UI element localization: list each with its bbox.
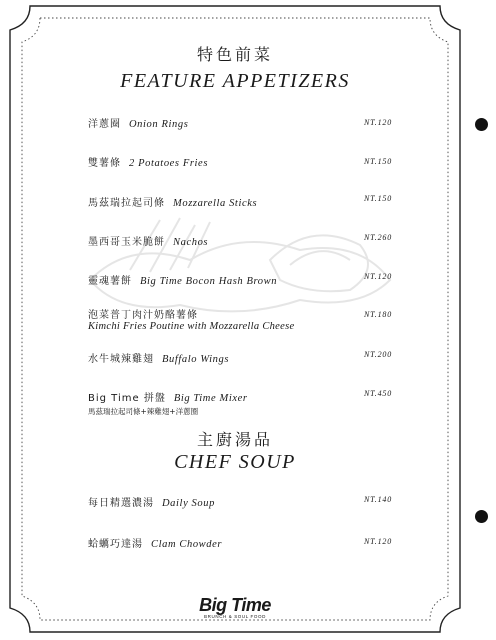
item-name-zh: 蛤蠣巧達湯 — [88, 539, 143, 550]
item-name-en: Big Time Mixer — [173, 393, 248, 404]
big-time-logo — [195, 596, 275, 619]
item-price: NT.120 — [364, 118, 392, 127]
item-price: NT.120 — [364, 272, 392, 281]
item-price: NT.140 — [364, 495, 392, 504]
item-name-zh: 洋蔥圈 — [88, 119, 121, 130]
item-name-zh: Big Time 拼盤 — [88, 393, 166, 404]
item-price: NT.450 — [364, 389, 392, 398]
binder-hole-bottom — [475, 510, 488, 523]
item-price: NT.150 — [364, 194, 392, 203]
item-name-en: Mozzarella Sticks — [173, 198, 258, 209]
binder-hole-top — [475, 118, 488, 131]
item-name-zh: 水牛城辣雞翅 — [88, 354, 154, 365]
item-name-en: Nachos — [173, 237, 209, 248]
section-title-en-appetizers: FEATURE APPETIZERS — [120, 70, 350, 92]
item-name-zh: 雙薯條 — [88, 158, 121, 169]
item-name-zh: 每日精選濃湯 — [88, 498, 154, 509]
item-name-zh: 墨西哥玉米脆餅 — [88, 237, 165, 248]
item-name-zh: 泡菜普丁肉汁奶酪薯條 — [88, 310, 198, 321]
item-name-en: 2 Potatoes Fries — [129, 158, 209, 169]
item-name-en: Onion Rings — [129, 119, 189, 130]
item-name-en: Kimchi Fries Poutine with Mozzarella Cheese — [88, 321, 295, 332]
item-name-zh: 馬茲瑞拉起司條 — [88, 198, 165, 209]
item-price: NT.150 — [364, 157, 392, 166]
logo-wordmark: Big Time — [199, 595, 271, 615]
section-title-zh-appetizers: 特色前菜 — [196, 45, 273, 64]
item-price: NT.260 — [364, 233, 392, 242]
item-note: 馬茲瑞拉起司條+辣雞翅+洋蔥圈 — [88, 407, 199, 416]
item-price: NT.120 — [364, 537, 392, 546]
section-title-en-soup: CHEF SOUP — [174, 451, 296, 473]
item-price: NT.200 — [364, 350, 392, 359]
section-title-zh-soup: 主廚湯品 — [196, 430, 273, 449]
item-name-en: Buffalo Wings — [162, 354, 230, 365]
item-name-zh: 靈魂薯餅 — [88, 276, 132, 287]
logo-tagline: BRUNCH & SOUL FOOD — [204, 614, 266, 619]
item-name-en: Daily Soup — [162, 498, 215, 509]
item-name-en: Big Time Bocon Hash Brown — [140, 276, 278, 287]
item-price: NT.180 — [364, 310, 392, 319]
item-name-en: Clam Chowder — [151, 539, 223, 550]
